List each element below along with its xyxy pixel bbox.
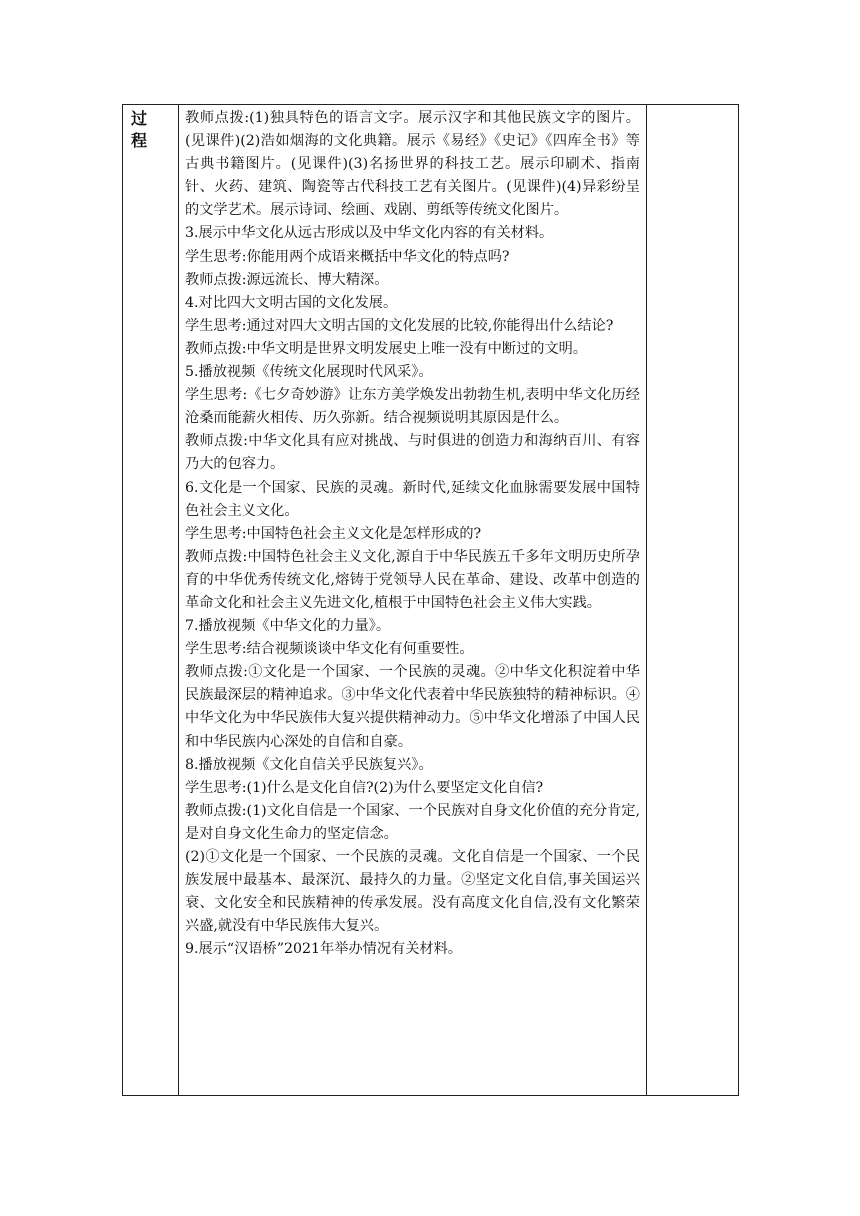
content-cell (179, 105, 647, 1096)
paragraph-student-thinking-3: 学生思考:你能用两个成语来概括中华文化的特点吗? (185, 248, 510, 265)
process-row (123, 105, 739, 1096)
paragraph-teacher-guidance-5: 教师点拨:中华文化具有应对挑战、与时俱进的创造力和海纳百川、有容乃大的包容力。 (185, 433, 640, 473)
paragraph-teacher-guidance-6: 教师点拨:中国特色社会主义文化,源自于中华民族五千多年文明历史所孕育的中华优秀传统文化,熔铸于党领导人民在革命、建设、改革中创造的革命文化和社会主义先进文化,植根于中国特色社会主义伟大实践。 (185, 548, 640, 611)
paragraph-student-thinking-5: 学生思考:《七夕奇妙游》让东方美学焕发出勃勃生机,表明中华文化历经沧桑而能薪火相传、历久弥新。结合视频说明其原因是什么。 (185, 387, 640, 427)
paragraph-step-5: 5.播放视频《传统文化展现时代风采》。 (185, 364, 433, 381)
stage-label: 过程 (131, 109, 148, 150)
paragraph-student-thinking-8: 学生思考:(1)什么是文化自信?(2)为什么要坚定文化自信? (185, 779, 544, 796)
paragraph-teacher-guidance-8: 教师点拨:(1)文化自信是一个国家、一个民族对自身文化价值的充分肯定,是对自身文化生命力的坚定信念。 (185, 802, 641, 842)
paragraph-teacher-guidance-3: 教师点拨:源远流长、博大精深。 (185, 271, 389, 288)
paragraph-step-4: 4.对比四大文明古国的文化发展。 (185, 294, 398, 311)
paragraph-student-thinking-6: 学生思考:中国特色社会主义文化是怎样形成的? (185, 525, 482, 542)
paragraph-step-3: 3.展示中华文化从远古形成以及中华文化内容的有关材料。 (185, 225, 554, 242)
stage-label-cell (123, 105, 179, 1096)
paragraph-step-6: 6.文化是一个国家、民族的灵魂。新时代,延续文化血脉需要发展中国特色社会主义文化。 (185, 479, 640, 519)
lesson-process-table (122, 104, 739, 1096)
paragraph-student-thinking-7: 学生思考:结合视频谈谈中华文化有何重要性。 (185, 641, 474, 658)
paragraph-step-9: 9.展示“汉语桥”2021年举办情况有关材料。 (185, 941, 462, 958)
notes-cell (647, 105, 739, 1096)
paragraph-teacher-guidance-7: 教师点拨:①文化是一个国家、一个民族的灵魂。②中华文化积淀着中华民族最深层的精神追求。③中华文化代表着中华民族独特的精神标识。④中华文化为中华民族伟大复兴提供精神动力。⑤中华文化增添了中国人民和中华民族内心深处的自信和自豪。 (185, 664, 640, 750)
paragraph-teacher-guidance-1: 教师点拨:(1)独具特色的语言文字。展示汉字和其他民族文字的图片。(见课件)(2)浩如烟海的文化典籍。展示《易经》《史记》《四库全书》等古典书籍图片。(见课件)(3)名扬世界的科技工艺。展示印刷术、指南针、火药、建筑、陶瓷等古代科技工艺有关图片。(见课件)(4)异彩纷呈的文学艺术。展示诗词、绘画、戏剧、剪纸等传统文化图片。 (185, 110, 640, 219)
paragraph-student-thinking-4: 学生思考:通过对四大文明古国的文化发展的比较,你能得出什么结论? (185, 317, 614, 334)
paragraph-teacher-guidance-8-part-2: (2)①文化是一个国家、一个民族的灵魂。文化自信是一个国家、一个民族发展中最基本、最深沉、最持久的力量。②坚定文化自信,事关国运兴衰、文化安全和民族精神的传承发展。没有高度文化自信,没有文化繁荣兴盛,就没有中华民族伟大复兴。 (185, 849, 640, 935)
lesson-content (179, 105, 646, 961)
paragraph-step-7: 7.播放视频《中华文化的力量》。 (185, 618, 391, 635)
paragraph-teacher-guidance-4: 教师点拨:中华文明是世界文明发展史上唯一没有中断过的文明。 (185, 340, 588, 357)
paragraph-step-8: 8.播放视频《文化自信关乎民族复兴》。 (185, 756, 433, 773)
